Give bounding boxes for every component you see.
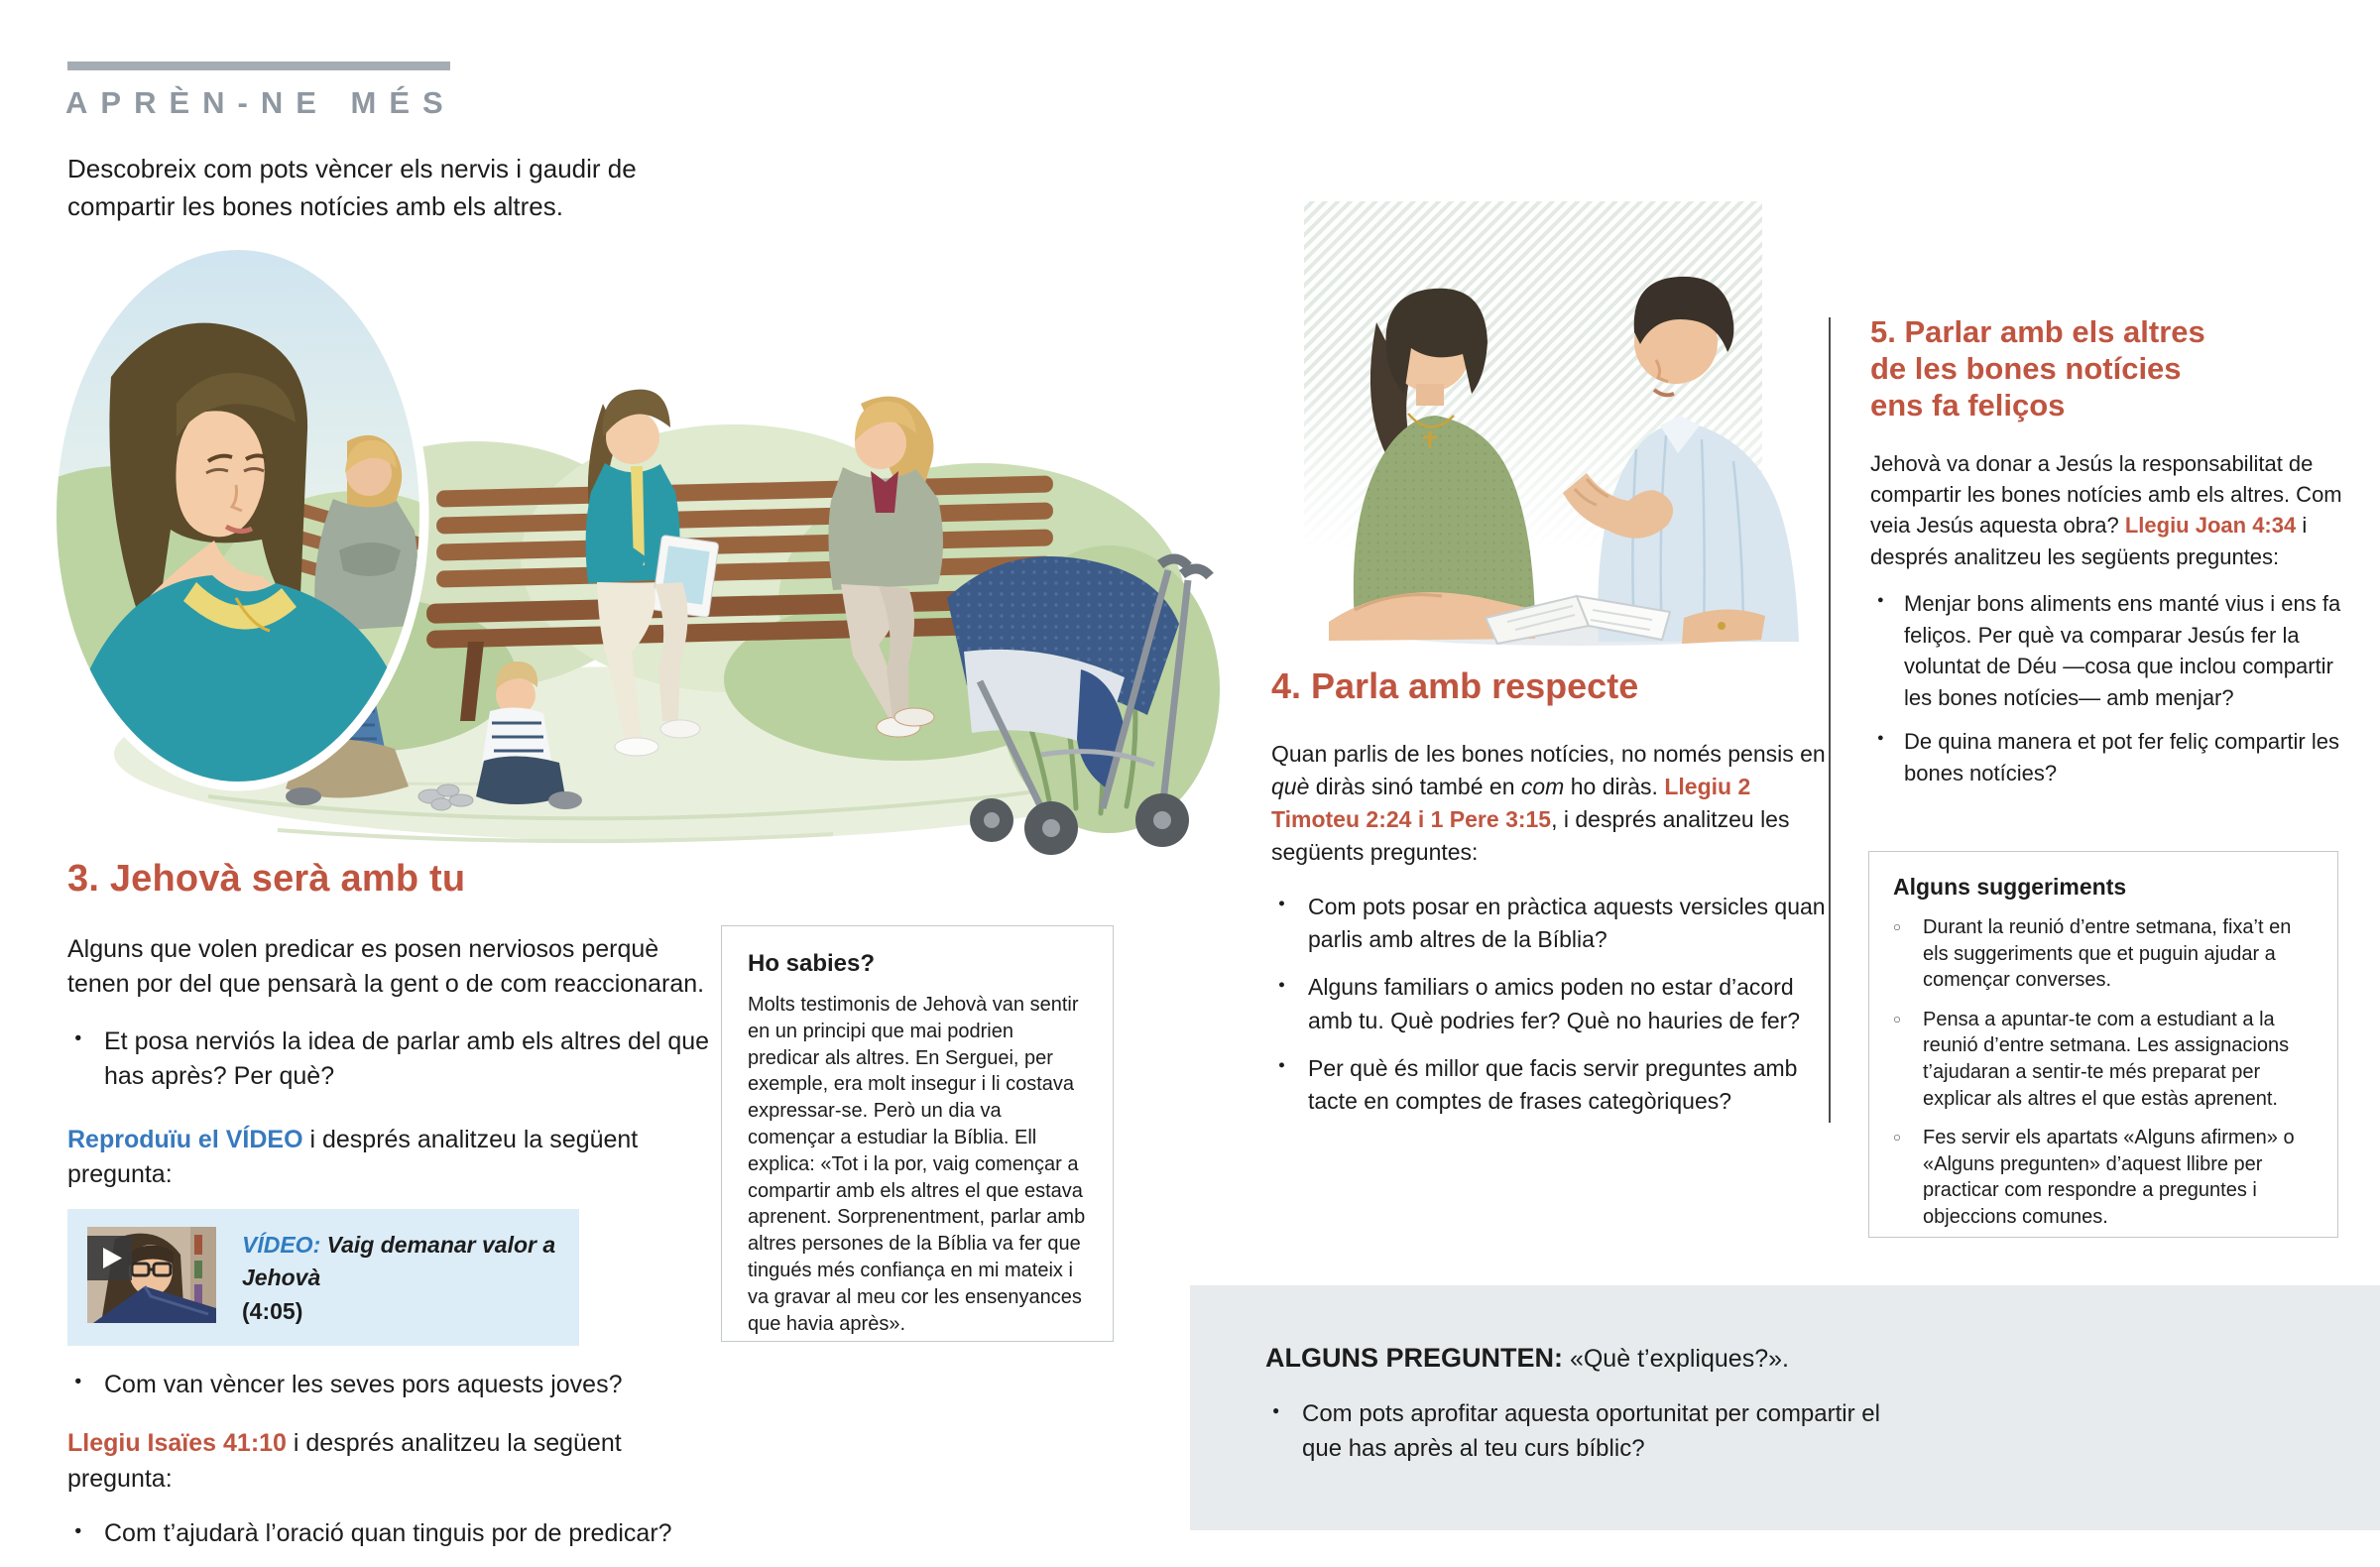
section-4-paragraph [1271,738,1829,869]
question-item: ● Com pots posar en pràctica aquests versicles quan parlis amb altres de la Bíblia? [1271,891,1829,956]
some-ask-questions [1265,1397,1900,1467]
video-thumbnail[interactable] [87,1227,216,1323]
question-item: ● Per què és millor que facis servir preguntes amb tacte en comptes de frases categòriques? [1271,1052,1829,1118]
did-you-know-box [721,925,1114,1342]
section-3-title: 3. Jehovà serà amb tu [67,858,466,900]
title-line: de les bones notícies [1870,351,2182,387]
did-you-know-title: Ho sabies? [748,950,876,977]
video-instruction-rest: i després analitzeu la següent pregunta: [67,1125,639,1189]
question-item: ● Com pots aprofitar aquesta oportunitat per compartir el que has après al teu curs bíblic? [1265,1397,1900,1467]
text-run: ho diràs. [1564,773,1665,799]
study-illustration [1259,201,1815,643]
italic-word: com [1520,773,1565,799]
section-4 [1271,661,1829,1133]
title-line: ens fa feliços [1870,388,2066,423]
suggestion-item: ○ Fes servir els apartats «Alguns afirmen» o «Alguns pregunten» d’aquest llibre per practicar com respondre a preguntes i objeccions comunes. [1893,1125,2314,1230]
italic-word: què [1271,773,1310,799]
video-caption [242,1227,559,1328]
question-item: ● Alguns familiars o amics poden no estar d’acord amb tu. Què podries fer? Què no hauries de fer? [1271,971,1829,1036]
kicker-bar [67,61,450,70]
question-item: ● Com t’ajudarà l’oració quan tinguis por de predicar? [67,1516,712,1552]
video-label: VÍDEO: [242,1231,321,1258]
scripture-link-isaies[interactable]: Llegiu Isaïes 41:10 [67,1429,287,1458]
section-3 [67,853,712,1567]
suggestions-title: Alguns suggeriments [1893,874,2127,900]
section-3-questions-2 [67,1368,712,1403]
some-ask-heading [1265,1343,2380,1374]
section-5-title [1870,313,2348,424]
read-instruction-rest: i després analitzeu la següent pregunta: [67,1429,622,1493]
video-title: Vaig demanar valor a Jehovà [242,1231,556,1291]
scripture-link-joan[interactable]: Llegiu Joan 4:34 [2124,513,2297,539]
section-5 [1870,313,2348,801]
question-item: ● Menjar bons aliments ens manté vius i ens fa feliços. Per què va comparar Jesús fer la voluntat de Déu —cosa que inclou compartir les bones notícies— amb menjar? [1870,588,2348,713]
play-video-link[interactable]: Reproduïu el VÍDEO [67,1125,303,1153]
suggestion-item: ○ Pensa a apuntar-te com a estudiant a la reunió d’entre setmana. Les assignacions t’ajudaran a sentir-te més preparat per explicar als altres el que estàs aprenent. [1893,1007,2314,1112]
section-4-title: 4. Parla amb respecte [1271,665,1639,706]
some-ask-label: ALGUNS PREGUNTEN: [1265,1343,1564,1373]
suggestions-list [1893,914,2314,1231]
text-run: Quan parlis de les bones notícies, no només pensis en [1271,740,1826,767]
kicker-title: APRÈN-NE MÉS [65,85,456,120]
text-run: diràs sinó també en [1309,773,1521,799]
video-instruction [67,1123,712,1193]
suggestions-box [1868,851,2338,1238]
section-3-questions [67,1025,712,1095]
section-5-questions [1870,588,2348,788]
section-3-paragraph: Alguns que volen predicar es posen nerviosos perquè tenen por del que pensarà la gent o de com reaccionaran. [67,934,705,999]
some-ask-quote: «Què t’expliques?». [1563,1345,1789,1373]
park-illustration [50,253,1155,848]
play-icon[interactable] [87,1236,132,1280]
section-3-questions-3 [67,1516,712,1552]
section-5-paragraph [1870,448,2348,573]
video-duration: (4:05) [242,1297,303,1324]
intro-text: Descobreix com pots vèncer els nervis i gaudir de compartir les bones notícies amb els altres. [67,154,637,221]
video-box[interactable] [67,1209,579,1346]
question-item: ● Et posa nerviós la idea de parlar amb els altres del que has après? Per què? [67,1025,712,1095]
section-4-questions [1271,891,1829,1118]
question-item: ● Com van vèncer les seves pors aquests joves? [67,1368,712,1403]
text-run: , i després analitzeu les següents preguntes: [1271,806,1790,866]
suggestion-item: ○ Durant la reunió d’entre setmana, fixa’t en els suggeriments que et puguin ajudar a començar converses. [1893,914,2314,994]
title-line: 5. Parlar amb els altres [1870,314,2205,349]
text-run: Jehovà va donar a Jesús la responsabilitat de compartir les bones notícies amb els altres. Com veia Jesús aquesta obra? [1870,450,2342,539]
question-item: ● De quina manera et pot fer feliç compartir les bones notícies? [1870,726,2348,788]
text-run: i després analitzeu les següents preguntes: [1870,513,2308,569]
section-5-rule [1829,317,1831,1123]
read-instruction [67,1426,712,1497]
scripture-link-timoteu-pere[interactable]: Llegiu 2 Timoteu 2:24 i 1 Pere 3:15 [1271,773,1751,833]
did-you-know-body: Molts testimonis de Jehovà van sentir en un principi que mai podrien predicar als altres. En Serguei, per exemple, era molt insegur i li costava expressar-se. Però un dia va començar a estudiar la Bíblia. Ell explica: «Tot i la por, vaig començar a compartir amb els altres el que estava aprenent. Sorprenentment, parlar amb altres persones de la Bíblia va fer que tingués més confiança en mi mateix i va gravar al meu cor les ensenyances que havia après». [748,994,1086,1335]
some-ask-box [1190,1285,2380,1530]
